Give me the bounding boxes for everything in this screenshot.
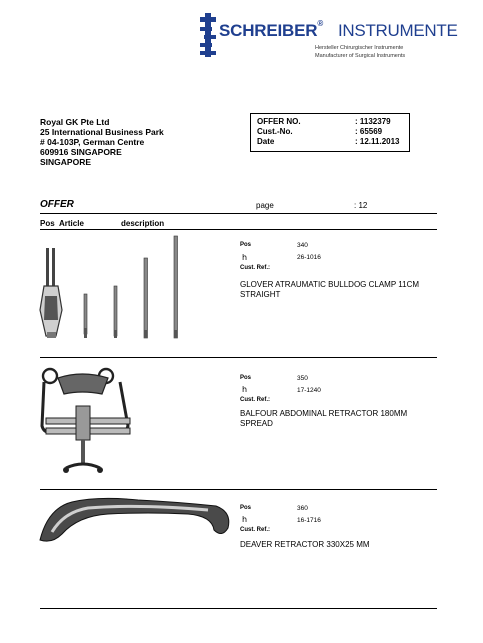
logo-registered-mark: ® <box>317 19 324 28</box>
document-title: OFFER <box>40 199 74 210</box>
bulldog-clamp-with-shafts-image <box>36 234 186 352</box>
article-number: 26-1016 <box>297 254 321 261</box>
pos-label: Pos <box>240 375 252 381</box>
logo-tagline-de: Hersteller Chirurgischer Instrumente <box>315 45 404 51</box>
item-description <box>240 409 407 429</box>
article-number: 17-1240 <box>297 387 321 394</box>
pos-value: 340 <box>297 242 308 249</box>
pos-label: Pos <box>240 505 252 511</box>
article-type-icon: h <box>242 253 248 262</box>
pos-value: 350 <box>297 375 308 382</box>
date-label: Date <box>257 137 275 146</box>
cust-ref-label: Cust. Ref.: <box>240 397 270 403</box>
address-line: SINGAPORE <box>40 157 92 167</box>
cust-ref-label: Cust. Ref.: <box>240 265 270 271</box>
divider <box>40 489 437 490</box>
logo-mark-icon <box>200 13 216 57</box>
divider <box>40 229 437 230</box>
pos-value: 360 <box>297 505 308 512</box>
offer-no-label: OFFER NO. <box>257 117 301 126</box>
address-line: # 04-103P, German Centre <box>40 137 145 147</box>
page-number: : 12 <box>354 201 368 210</box>
description-line: BALFOUR ABDOMINAL RETRACTOR 180MM <box>240 409 408 418</box>
balfour-retractor-image <box>36 364 140 480</box>
cust-ref-label: Cust. Ref.: <box>240 527 270 533</box>
recipient-address <box>40 117 164 167</box>
article-type-icon: h <box>242 515 248 524</box>
description-line: STRAIGHT <box>240 290 281 299</box>
address-line: Royal GK Pte Ltd <box>40 117 110 127</box>
cust-no-label: Cust.-No. <box>257 127 293 136</box>
logo-brand: SCHREIBER® <box>219 19 324 40</box>
description-line: DEAVER RETRACTOR 330X25 MM <box>240 540 370 549</box>
item-description <box>240 540 370 550</box>
offer-no-value: : 1132379 <box>355 117 391 126</box>
cust-no-value: : 65569 <box>355 127 383 136</box>
column-header-description: description <box>121 219 165 228</box>
pos-label: Pos <box>240 242 252 248</box>
logo-tagline-en: Manufacturer of Surgical Instruments <box>315 53 406 59</box>
offer-info-box <box>250 113 410 152</box>
divider <box>40 357 437 358</box>
date-value: : 12.11.2013 <box>355 137 400 146</box>
article-number: 16-1716 <box>297 517 321 524</box>
description-line: GLOVER ATRAUMATIC BULLDOG CLAMP 11CM <box>240 280 420 289</box>
column-header-pos: Pos <box>40 219 55 228</box>
address-line: 25 International Business Park <box>40 127 164 137</box>
item-description <box>240 280 419 300</box>
divider <box>40 213 437 214</box>
column-header-article: Article <box>59 219 84 228</box>
article-type-icon: h <box>242 385 248 394</box>
description-line: SPREAD <box>240 419 273 428</box>
page-label: page <box>256 201 274 210</box>
address-line: 609916 SINGAPORE <box>40 147 122 157</box>
divider <box>40 608 437 609</box>
deaver-retractor-image <box>38 494 234 544</box>
logo-suffix: INSTRUMENTE <box>338 21 458 40</box>
